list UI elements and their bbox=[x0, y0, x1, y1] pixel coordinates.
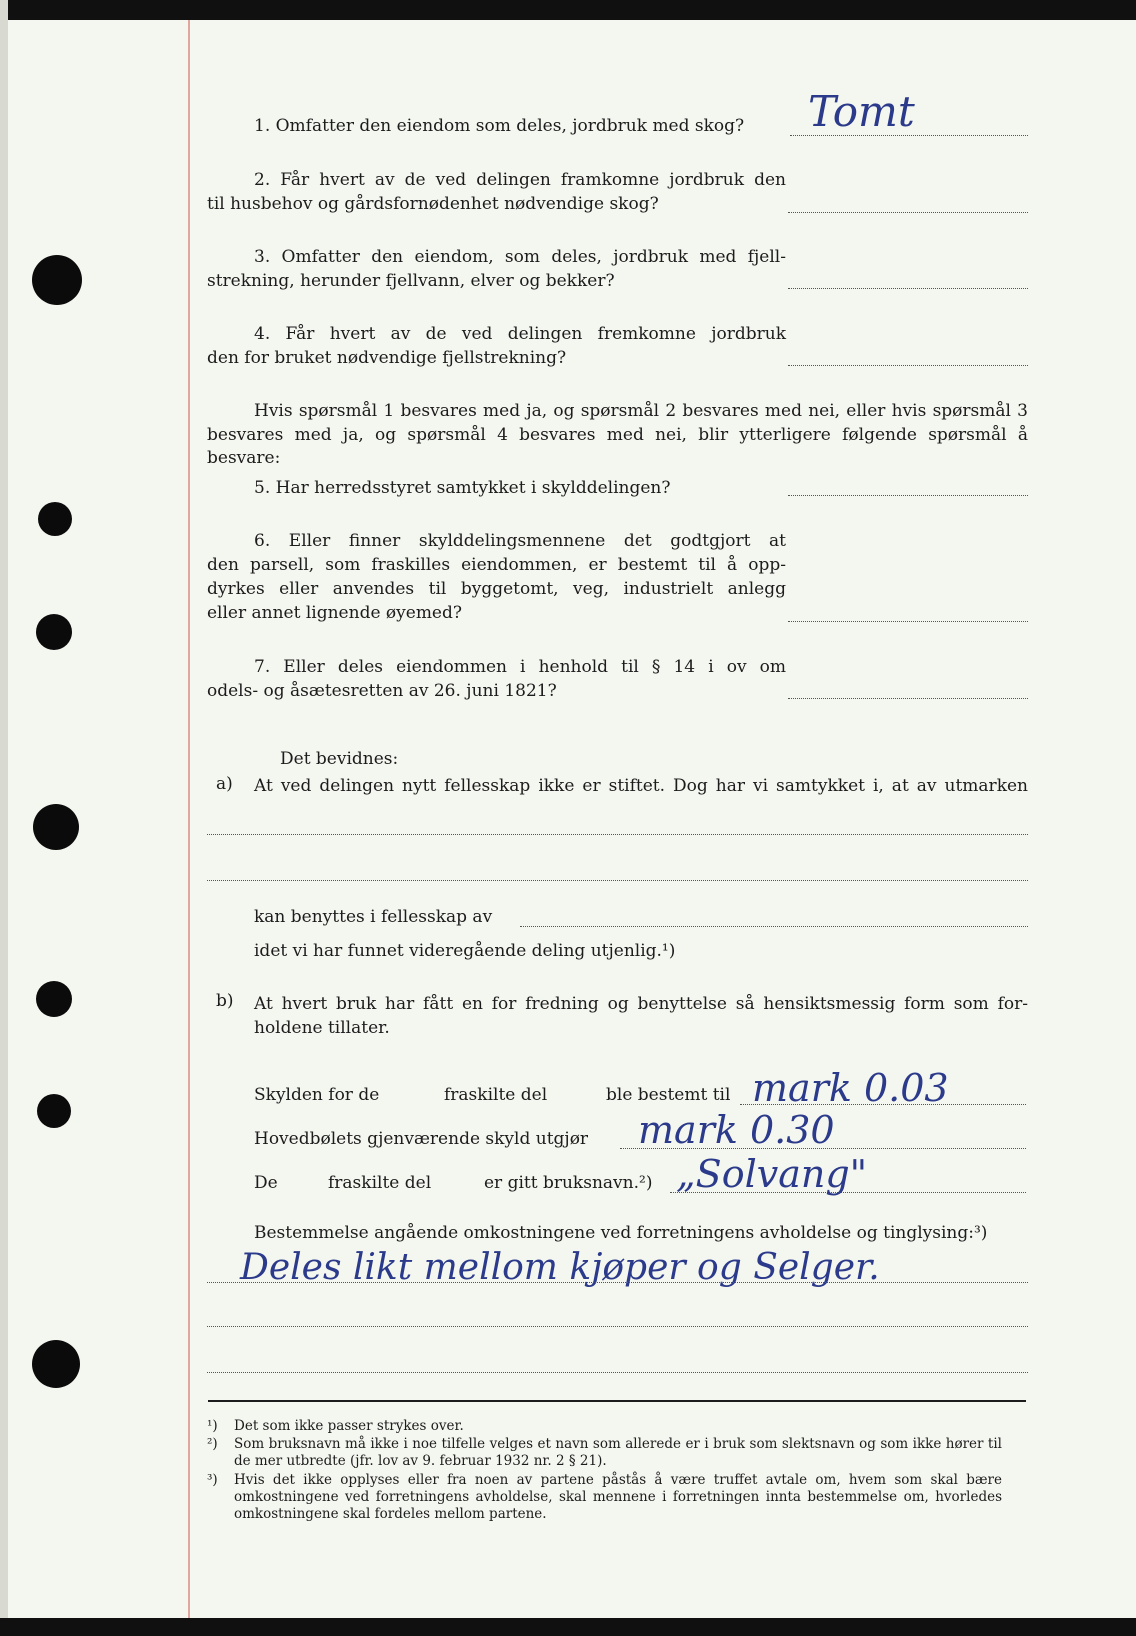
shared-use-line bbox=[520, 926, 1028, 927]
certify-b-line-2: holdene tillater. bbox=[254, 1018, 390, 1038]
question-4-line-1: 4. Får hvert av de ved delingen fremkomne jordbruk bbox=[254, 324, 786, 344]
question-5-text: 5. Har herredsstyret samtykket i skylddelingen? bbox=[254, 478, 671, 498]
question-2-line-2: til husbehov og gårdsfornødenhet nødvendige skog? bbox=[207, 194, 659, 214]
punch-hole bbox=[38, 502, 72, 536]
question-2-answer-line bbox=[788, 212, 1028, 213]
scan-edge-top bbox=[0, 0, 1136, 20]
question-7-line-2: odels- og åsætesretten av 26. juni 1821? bbox=[207, 681, 557, 701]
footnote-1 bbox=[207, 1418, 1027, 1436]
tax-value: mark 0.03 bbox=[752, 1066, 949, 1110]
punch-hole bbox=[36, 614, 72, 650]
tax-label-3: ble bestemt til bbox=[606, 1085, 731, 1105]
question-6-line-1: 6. Eller finner skylddelingsmennene det godtgjort at bbox=[254, 531, 786, 551]
punch-hole bbox=[32, 255, 82, 305]
shared-use-label: kan benyttes i fellesskap av bbox=[254, 907, 493, 927]
certify-b-marker: b) bbox=[216, 991, 234, 1011]
costs-line-1 bbox=[207, 1282, 1028, 1283]
costs-value: Deles likt mellom kjøper og Selger. bbox=[240, 1247, 880, 1288]
scan-edge-left bbox=[0, 0, 8, 1636]
punch-hole bbox=[36, 981, 72, 1017]
costs-line-3 bbox=[207, 1372, 1028, 1373]
margin-line bbox=[188, 20, 190, 1618]
costs-label: Bestemmelse angående omkostningene ved forretningens avholdelse og tinglysing:³) bbox=[254, 1223, 988, 1243]
outfield-area-line-1 bbox=[207, 834, 1028, 835]
question-7-answer-line bbox=[788, 698, 1028, 699]
question-3-answer-line bbox=[788, 288, 1028, 289]
question-3-line-1: 3. Omfatter den eiendom, som deles, jordbruk med fjell- bbox=[254, 247, 786, 267]
remaining-tax-value: mark 0.30 bbox=[638, 1108, 835, 1152]
question-2-line-1: 2. Får hvert av de ved delingen framkomne jordbruk den bbox=[254, 170, 786, 190]
farm-name-label-3: er gitt bruksnavn.²) bbox=[484, 1173, 653, 1193]
certify-a-marker: a) bbox=[216, 774, 233, 794]
footnote-2-text: Som bruksnavn må ikke i noe tilfelle velges et navn som allerede er i bruk som slektsnavn og som ikke hører til de mer utbredte (jfr. lov av 9. februar 1932 nr. 2 § 21). bbox=[234, 1436, 1002, 1469]
question-3-line-2: strekning, herunder fjellvann, elver og bekker? bbox=[207, 271, 615, 291]
punch-hole bbox=[33, 804, 79, 850]
question-4-line-2: den for bruket nødvendige fjellstrekning? bbox=[207, 348, 567, 368]
punch-hole bbox=[37, 1094, 71, 1128]
certify-heading: Det bevidnes: bbox=[280, 749, 399, 769]
question-6-line-4: eller annet lignende øyemed? bbox=[207, 603, 462, 623]
scan-edge-bottom bbox=[0, 1618, 1136, 1636]
footnote-3-mark: ³) bbox=[207, 1472, 218, 1488]
certify-a-text: At ved delingen nytt fellesskap ikke er stiftet. Dog har vi samtykket i, at av utmarken bbox=[254, 776, 1028, 796]
footnote-1-mark: ¹) bbox=[207, 1418, 218, 1434]
condition-line-1: Hvis spørsmål 1 besvares med ja, og spørsmål 2 besvares med nei, eller hvis spørsmål 3 bbox=[254, 401, 1028, 421]
costs-line-2 bbox=[207, 1326, 1028, 1327]
question-6-answer-line bbox=[788, 621, 1028, 622]
certify-b-line-1: At hvert bruk har fått en for fredning og benyttelse så hensiktsmessig form som for- bbox=[254, 994, 1028, 1014]
footnote-3 bbox=[207, 1472, 1027, 1526]
footnote-rule bbox=[208, 1400, 1026, 1402]
question-4-answer-line bbox=[788, 365, 1028, 366]
farm-name-value: „Solvang" bbox=[676, 1152, 868, 1196]
footnote-3-text: Hvis det ikke opplyses eller fra noen av partene påstås å være truffet avtale om, hvem som skal bære omkostningene ved forretningens avholdelse, skal mennene i forretningen innta bestemmelse om, hvorledes omkostningene skal fordeles mellom partene. bbox=[234, 1472, 1002, 1522]
farm-name-label-2: fraskilte del bbox=[328, 1173, 432, 1193]
condition-line-2: besvares med ja, og spørsmål 4 besvares med nei, blir ytterligere følgende spørsmål å besvare: bbox=[207, 425, 1028, 468]
footnote-2-mark: ²) bbox=[207, 1436, 218, 1452]
farm-name-label-1: De bbox=[254, 1173, 278, 1193]
question-1-answer: Tomt bbox=[808, 87, 915, 136]
division-text: idet vi har funnet videregående deling utjenlig.¹) bbox=[254, 941, 676, 961]
remaining-tax-label: Hovedbølets gjenværende skyld utgjør bbox=[254, 1129, 589, 1149]
footnote-2 bbox=[207, 1436, 1027, 1472]
footnote-1-text: Det som ikke passer strykes over. bbox=[234, 1418, 464, 1434]
question-6-line-2: den parsell, som fraskilles eiendommen, er bestemt til å opp- bbox=[207, 555, 786, 575]
tax-label-2: fraskilte del bbox=[444, 1085, 548, 1105]
question-6-line-3: dyrkes eller anvendes til byggetomt, veg, industrielt anlegg bbox=[207, 579, 786, 599]
question-7-line-1: 7. Eller deles eiendommen i henhold til § 14 i ov om bbox=[254, 657, 786, 677]
tax-label-1: Skylden for de bbox=[254, 1085, 380, 1105]
punch-hole bbox=[32, 1340, 80, 1388]
question-1-text: 1. Omfatter den eiendom som deles, jordbruk med skog? bbox=[254, 116, 745, 136]
outfield-area-line-2 bbox=[207, 880, 1028, 881]
question-5-answer-line bbox=[788, 495, 1028, 496]
